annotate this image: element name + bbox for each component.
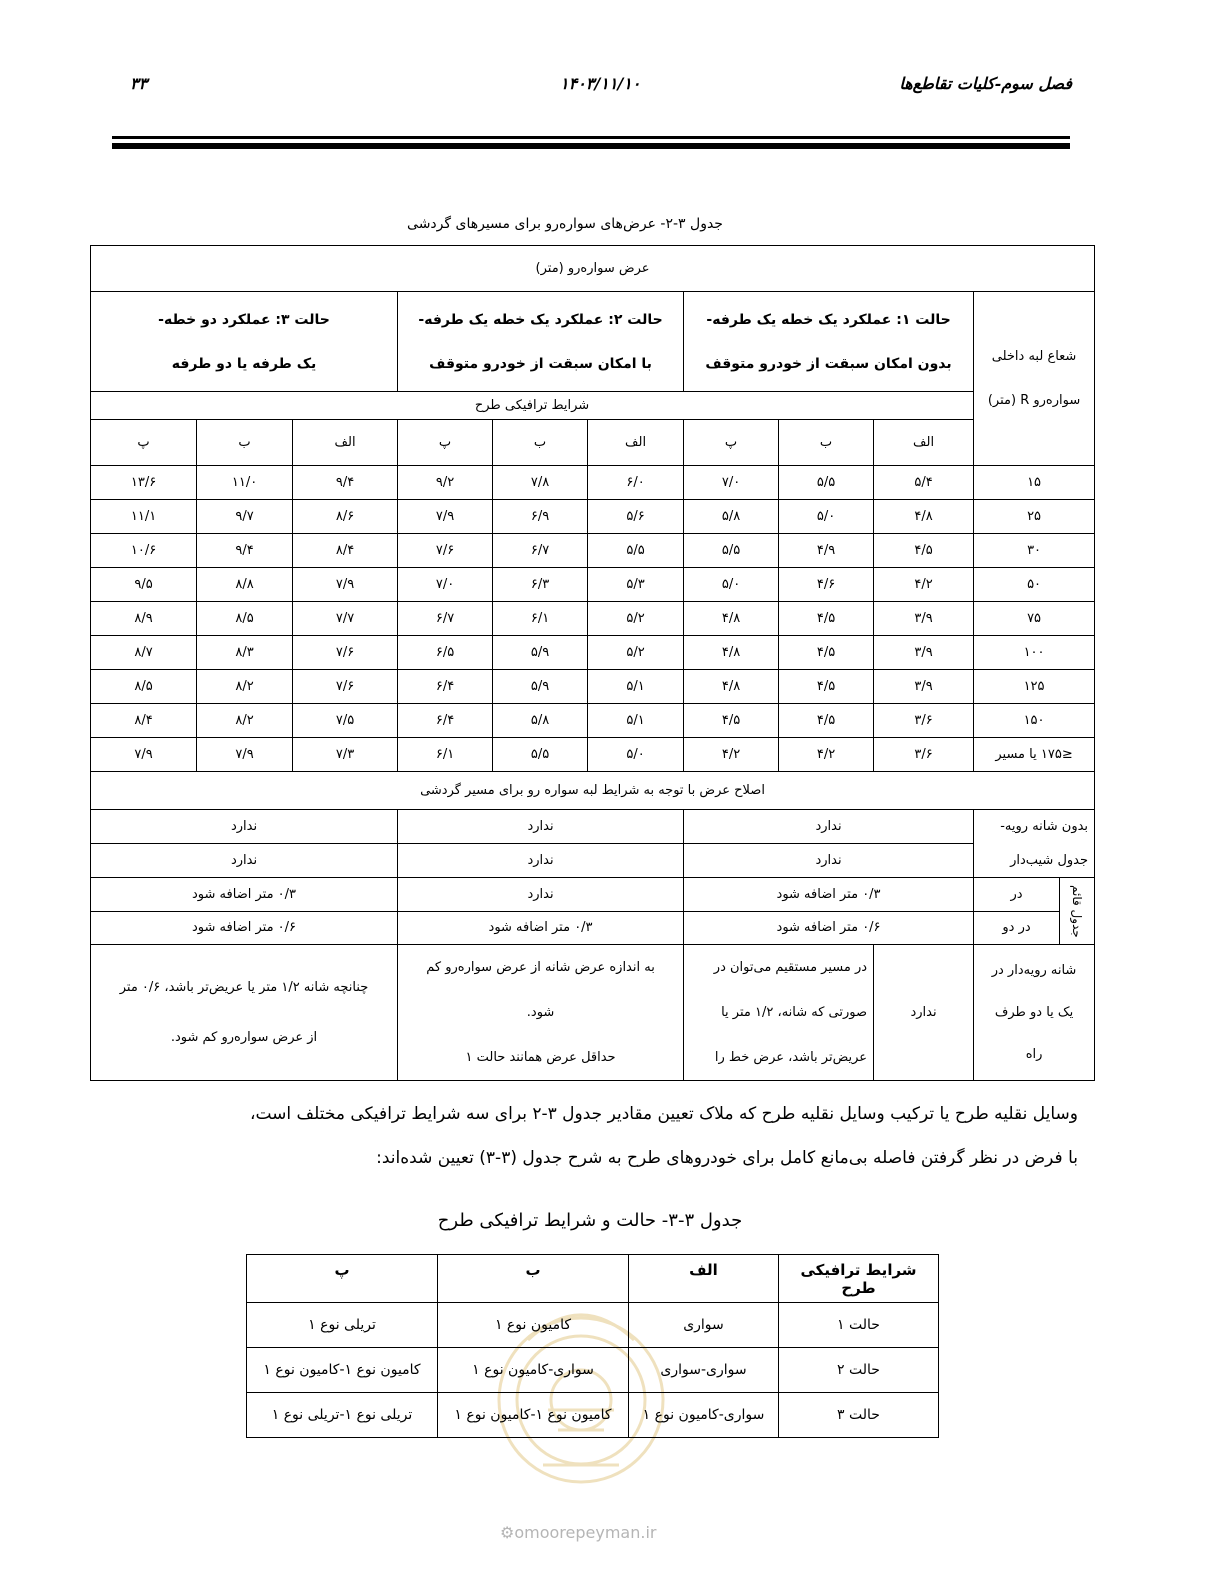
table-row: [91, 636, 1095, 670]
width-value-cell: ۱۱/۱: [91, 500, 197, 534]
case3-curb-two-sides: ۰/۶ متر اضافه شود: [91, 911, 398, 945]
width-value-cell: ۷/۹: [293, 568, 398, 602]
width-value-cell: ۵/۸: [493, 704, 588, 738]
width-value-cell: ۵/۸: [684, 500, 779, 534]
width-value-cell: ۷/۹: [197, 738, 293, 772]
width-value-cell: ۷/۸: [493, 466, 588, 500]
table2-caption: جدول ۳-۳- حالت و شرایط ترافیکی طرح: [437, 1210, 743, 1231]
width-value-cell: ۵/۴: [874, 466, 974, 500]
carriageway-width-table: [90, 245, 1095, 1081]
case2-header: حالت ۲: عملکرد یک خطه یک طرفه- با امکان سبقت از خودرو متوقف: [398, 292, 684, 392]
width-value-cell: ۶/۱: [398, 738, 493, 772]
width-value-cell: ۷/۹: [91, 738, 197, 772]
width-value-cell: ۷/۶: [293, 636, 398, 670]
sub-header-a: الف: [293, 420, 398, 466]
table2-header-p: پ: [247, 1255, 438, 1303]
body-paragraph-line1: وسایل نقلیه طرح یا ترکیب وسایل نقلیه طرح که ملاک تعیین مقادیر جدول ۳-۲ برای سه شرایط ترافیکی مختلف است،: [249, 1104, 1078, 1124]
width-value-cell: ۶/۳: [493, 568, 588, 602]
header-rule-thick: [112, 143, 1070, 149]
body-paragraph-line2: با فرض در نظر گرفتن فاصله بی‌مانع کامل برای خودروهای طرح به شرح جدول (۳-۳) تعیین شده‌اند:: [376, 1148, 1078, 1168]
sub-header-p: پ: [684, 420, 779, 466]
table-row: [247, 1393, 939, 1438]
width-value-cell: ۴/۵: [779, 704, 874, 738]
vehicle-cell: تریلی نوع ۱: [247, 1303, 438, 1348]
radius-cell: ۱۵۰: [974, 704, 1095, 738]
curb-one-side-label: در: [974, 878, 1059, 912]
width-value-cell: ۶/۷: [493, 534, 588, 568]
width-value-cell: ۹/۷: [197, 500, 293, 534]
width-value-cell: ۴/۸: [684, 670, 779, 704]
case1-curb-one-side: ۰/۳ متر اضافه شود: [684, 878, 974, 912]
vehicle-cell: سواری-کامیون نوع ۱: [438, 1348, 629, 1393]
width-value-cell: ۵/۶: [588, 500, 684, 534]
correction-header: اصلاح عرض با توجه به شرایط لبه سواره رو برای مسیر گردشی: [91, 772, 1095, 810]
sub-header-a: الف: [588, 420, 684, 466]
table-row: [91, 670, 1095, 704]
table1-caption: جدول ۳-۲- عرض‌های سواره‌رو برای مسیرهای گردشی: [407, 216, 723, 232]
vehicle-cell: کامیون نوع ۱-کامیون نوع ۱: [247, 1348, 438, 1393]
width-value-cell: ۳/۶: [874, 704, 974, 738]
width-value-cell: ۸/۲: [197, 704, 293, 738]
case1-header: حالت ۱: عملکرد یک خطه یک طرفه- بدون امکان سبقت از خودرو متوقف: [684, 292, 974, 392]
radius-cell: ۱۲۵: [974, 670, 1095, 704]
case1-no-shoulder: ندارد: [684, 810, 974, 844]
width-value-cell: ۵/۲: [588, 602, 684, 636]
vehicle-cell: سواری: [629, 1303, 779, 1348]
watermark-logo-icon: ⚙: [500, 1523, 515, 1542]
width-value-cell: ۵/۰: [588, 738, 684, 772]
sub-header-b: ب: [197, 420, 293, 466]
width-value-cell: ۴/۵: [684, 704, 779, 738]
width-value-cell: ۵/۵: [588, 534, 684, 568]
case1-paved-shoulder-a: ندارد: [874, 945, 974, 1081]
table-row: [91, 568, 1095, 602]
width-value-cell: ۷/۳: [293, 738, 398, 772]
case-label-cell: حالت ۳: [779, 1393, 939, 1438]
width-value-cell: ۴/۲: [779, 738, 874, 772]
case3-header: حالت ۳: عملکرد دو خطه- یک طرفه یا دو طرفه: [91, 292, 398, 392]
case-label-cell: حالت ۲: [779, 1348, 939, 1393]
width-value-cell: ۸/۵: [91, 670, 197, 704]
width-value-cell: ۷/۹: [398, 500, 493, 534]
case-label-cell: حالت ۱: [779, 1303, 939, 1348]
width-value-cell: ۶/۴: [398, 704, 493, 738]
vehicle-cell: کامیون نوع ۱: [438, 1303, 629, 1348]
width-value-cell: ۵/۰: [684, 568, 779, 602]
width-value-cell: ۸/۴: [293, 534, 398, 568]
width-value-cell: ۳/۹: [874, 636, 974, 670]
sub-header-p: پ: [91, 420, 197, 466]
case3-curb-one-side: ۰/۳ متر اضافه شود: [91, 878, 398, 912]
width-value-cell: ۱۰/۶: [91, 534, 197, 568]
case2-sloped-curb: ندارد: [398, 844, 684, 878]
sub-header-b: ب: [779, 420, 874, 466]
width-value-cell: ۹/۲: [398, 466, 493, 500]
width-value-cell: ۴/۸: [874, 500, 974, 534]
width-value-cell: ۴/۵: [874, 534, 974, 568]
width-value-cell: ۸/۹: [91, 602, 197, 636]
case1-paved-shoulder-note: در مسیر مستقیم می‌توان در صورتی که شانه، ۱/۲ متر یا عریض‌تر باشد، عرض خط را: [684, 945, 874, 1081]
width-value-cell: ۸/۶: [293, 500, 398, 534]
width-value-cell: ۶/۰: [588, 466, 684, 500]
case2-paved-shoulder-note: به اندازه عرض شانه از عرض سواره‌رو کم شود. حداقل عرض همانند حالت ۱: [398, 945, 684, 1081]
vehicle-cell: تریلی نوع ۱-تریلی نوع ۱: [247, 1393, 438, 1438]
traffic-conditions-table: [246, 1254, 939, 1438]
page-number: ۳۳: [130, 74, 148, 93]
table-row: [91, 534, 1095, 568]
chapter-title: فصل سوم-کلیات تقاطع‌ها: [899, 74, 1072, 93]
case1-sloped-curb: ندارد: [684, 844, 974, 878]
vertical-curb-label: جدول قائم در در دو: [974, 878, 1095, 945]
width-value-cell: ۶/۷: [398, 602, 493, 636]
radius-cell: ≤۱۷۵ یا مسیر: [974, 738, 1095, 772]
table2-header-b: ب: [438, 1255, 629, 1303]
width-value-cell: ۳/۹: [874, 602, 974, 636]
radius-cell: ۱۵: [974, 466, 1095, 500]
table1-top-header: عرض سواره‌رو (متر): [91, 246, 1095, 292]
width-value-cell: ۸/۴: [91, 704, 197, 738]
radius-cell: ۵۰: [974, 568, 1095, 602]
radius-header: شعاع لبه داخلی سواره‌رو R (متر): [974, 292, 1095, 466]
width-value-cell: ۱۱/۰: [197, 466, 293, 500]
width-value-cell: ۸/۳: [197, 636, 293, 670]
width-value-cell: ۴/۸: [684, 602, 779, 636]
radius-cell: ۱۰۰: [974, 636, 1095, 670]
width-value-cell: ۴/۸: [684, 636, 779, 670]
width-value-cell: ۹/۵: [91, 568, 197, 602]
width-value-cell: ۵/۰: [779, 500, 874, 534]
table-row: [91, 738, 1095, 772]
width-value-cell: ۶/۴: [398, 670, 493, 704]
vehicle-cell: سواری-سواری: [629, 1348, 779, 1393]
sub-header-b: ب: [493, 420, 588, 466]
paved-shoulder-label: شانه رویه‌دار در یک یا دو طرف راه: [974, 945, 1095, 1081]
width-value-cell: ۶/۵: [398, 636, 493, 670]
case2-curb-one-side: ندارد: [398, 878, 684, 912]
sloped-curb-label: جدول شیب‌دار: [974, 844, 1095, 878]
site-watermark: ⚙omoorepeyman.ir: [500, 1523, 657, 1542]
table-row: [91, 500, 1095, 534]
width-value-cell: ۷/۶: [293, 670, 398, 704]
radius-cell: ۳۰: [974, 534, 1095, 568]
width-value-cell: ۸/۷: [91, 636, 197, 670]
width-value-cell: ۴/۹: [779, 534, 874, 568]
traffic-conditions-header: شرایط ترافیکی طرح: [91, 392, 974, 420]
sub-header-a: الف: [874, 420, 974, 466]
width-value-cell: ۸/۸: [197, 568, 293, 602]
width-value-cell: ۴/۵: [779, 636, 874, 670]
case2-curb-two-sides: ۰/۳ متر اضافه شود: [398, 911, 684, 945]
table-row: [247, 1348, 939, 1393]
table-row: [91, 602, 1095, 636]
width-value-cell: ۵/۹: [493, 636, 588, 670]
table2-header-conditions: شرایط ترافیکی طرح: [779, 1255, 939, 1303]
width-value-cell: ۷/۶: [398, 534, 493, 568]
table-row: [247, 1303, 939, 1348]
width-value-cell: ۷/۵: [293, 704, 398, 738]
no-shoulder-label: بدون شانه رویه-: [974, 810, 1095, 844]
case3-paved-shoulder-note: چنانچه شانه ۱/۲ متر یا عریض‌تر باشد، ۰/۶ متر از عرض سواره‌رو کم شود.: [91, 945, 398, 1081]
width-value-cell: ۵/۵: [779, 466, 874, 500]
width-value-cell: ۹/۴: [197, 534, 293, 568]
width-value-cell: ۳/۹: [874, 670, 974, 704]
width-value-cell: ۷/۰: [398, 568, 493, 602]
vehicle-cell: کامیون نوع ۱-کامیون نوع ۱: [438, 1393, 629, 1438]
width-value-cell: ۶/۱: [493, 602, 588, 636]
width-value-cell: ۵/۹: [493, 670, 588, 704]
width-value-cell: ۴/۲: [684, 738, 779, 772]
width-value-cell: ۵/۱: [588, 704, 684, 738]
width-value-cell: ۴/۵: [779, 602, 874, 636]
width-value-cell: ۸/۵: [197, 602, 293, 636]
width-value-cell: ۵/۱: [588, 670, 684, 704]
radius-cell: ۷۵: [974, 602, 1095, 636]
width-value-cell: ۴/۶: [779, 568, 874, 602]
case2-no-shoulder: ندارد: [398, 810, 684, 844]
case3-no-shoulder: ندارد: [91, 810, 398, 844]
table-row: [91, 704, 1095, 738]
width-value-cell: ۵/۵: [493, 738, 588, 772]
vehicle-cell: سواری-کامیون نوع ۱: [629, 1393, 779, 1438]
table2-header-a: الف: [629, 1255, 779, 1303]
table-row: [91, 466, 1095, 500]
sub-header-p: پ: [398, 420, 493, 466]
width-value-cell: ۴/۲: [874, 568, 974, 602]
header-date: ۱۴۰۳/۱۱/۱۰: [560, 74, 641, 93]
curb-two-sides-label: در دو: [1002, 920, 1031, 936]
width-value-cell: ۵/۲: [588, 636, 684, 670]
width-value-cell: ۵/۳: [588, 568, 684, 602]
width-value-cell: ۶/۹: [493, 500, 588, 534]
width-value-cell: ۷/۰: [684, 466, 779, 500]
header-rule-thin: [112, 136, 1070, 139]
width-value-cell: ۴/۵: [779, 670, 874, 704]
width-value-cell: ۱۳/۶: [91, 466, 197, 500]
width-value-cell: ۵/۵: [684, 534, 779, 568]
width-value-cell: ۳/۶: [874, 738, 974, 772]
width-value-cell: ۹/۴: [293, 466, 398, 500]
width-value-cell: ۷/۷: [293, 602, 398, 636]
radius-cell: ۲۵: [974, 500, 1095, 534]
width-value-cell: ۸/۲: [197, 670, 293, 704]
case1-curb-two-sides: ۰/۶ متر اضافه شود: [684, 911, 974, 945]
case3-sloped-curb: ندارد: [91, 844, 398, 878]
